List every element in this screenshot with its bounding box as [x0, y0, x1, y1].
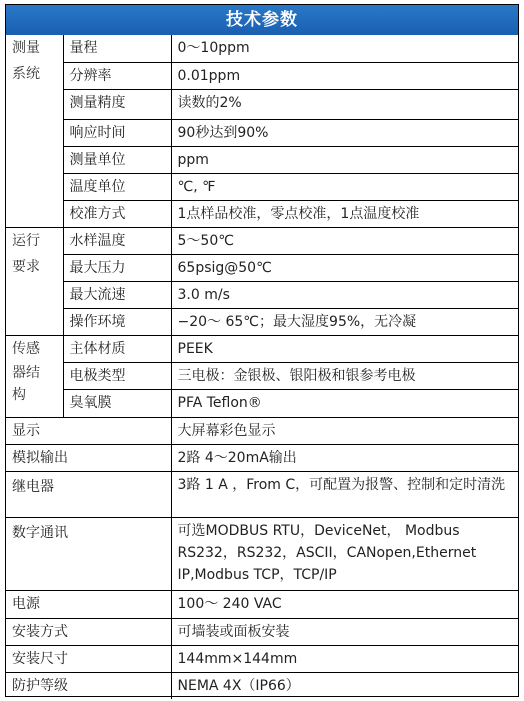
row-value: 可选MODBUS RTU，DeviceNet， Modbus RS232，RS232，ASCII，CANopen,Ethernet IP,Modbus TCP，TCP/IP [171, 517, 518, 590]
table-row [6, 200, 518, 227]
row-label: 操作环境 [63, 308, 171, 335]
spec-table-container [5, 4, 519, 697]
table-row [6, 62, 518, 89]
row-value: 3路 1 A ，From C，可配置为报警、控制和定时清洗 [171, 471, 518, 517]
row-label: 量程 [63, 35, 171, 62]
row-label: 继电器 [6, 471, 171, 517]
table-row [6, 173, 518, 200]
table-row [6, 444, 518, 471]
row-value: 100～ 240 VAC [171, 590, 518, 618]
row-label: 水样温度 [63, 227, 171, 254]
table-row [6, 35, 518, 62]
row-value: 读数的2% [171, 89, 518, 119]
group-label-line: 器结 [12, 364, 40, 381]
row-value: 2路 4～20mA输出 [171, 444, 518, 471]
group-label-line: 构 [12, 386, 26, 403]
table-row [6, 417, 518, 444]
table-row [6, 645, 518, 672]
group-label-line: 运行 [12, 232, 40, 249]
row-value: 65psig@50℃ [171, 254, 518, 281]
group-label-line: 传感 [12, 340, 40, 357]
row-label: 响应时间 [63, 119, 171, 146]
group-label-measure [6, 35, 63, 227]
table-row [6, 89, 518, 119]
row-label: 电极类型 [63, 362, 171, 389]
table-row [6, 471, 518, 517]
table-title: 技术参数 [6, 5, 518, 35]
row-value: 1点样品校准，零点校准，1点温度校准 [171, 200, 518, 227]
row-value: 5～50℃ [171, 227, 518, 254]
row-value: 三电极：金银极、银阳极和银参考电极 [171, 362, 518, 389]
table-row [6, 281, 518, 308]
table-row [6, 254, 518, 281]
row-value: 0～10ppm [171, 35, 518, 62]
table-row [6, 672, 518, 699]
group-label-line: 系统 [12, 66, 40, 82]
table-row [6, 389, 518, 417]
table-row [6, 517, 518, 590]
table-row [6, 146, 518, 173]
row-label: 主体材质 [63, 335, 171, 362]
row-value: 3.0 m/s [171, 281, 518, 308]
row-value: 90秒达到90% [171, 119, 518, 146]
table-row [6, 362, 518, 389]
row-label: 最大压力 [63, 254, 171, 281]
row-value: 可墙装或面板安装 [171, 618, 518, 645]
row-value: ppm [171, 146, 518, 173]
row-label: 防护等级 [6, 672, 171, 699]
group-label-line: 要求 [12, 258, 40, 275]
table-row [6, 618, 518, 645]
group-label-run [6, 227, 63, 335]
row-label: 臭氧膜 [63, 389, 171, 417]
row-label: 校准方式 [63, 200, 171, 227]
row-value: −20～ 65℃；最大湿度95%，无冷凝 [171, 308, 518, 335]
row-label: 最大流速 [63, 281, 171, 308]
row-label: 模拟输出 [6, 444, 171, 471]
row-label: 安装方式 [6, 618, 171, 645]
row-label: 安装尺寸 [6, 645, 171, 672]
group-label-line: 测量 [12, 40, 40, 56]
row-value: ℃, ℉ [171, 173, 518, 200]
table-row [6, 227, 518, 254]
table-row [6, 308, 518, 335]
table-row [6, 590, 518, 618]
row-label: 电源 [6, 590, 171, 618]
row-value: 144mm×144mm [171, 645, 518, 672]
table-row [6, 119, 518, 146]
row-label: 测量单位 [63, 146, 171, 173]
row-value: PEEK [171, 335, 518, 362]
row-value: 0.01ppm [171, 62, 518, 89]
row-value: PFA Teflon® [171, 389, 518, 417]
row-value: 大屏幕彩色显示 [171, 417, 518, 444]
row-label: 显示 [6, 417, 171, 444]
group-label-sensor [6, 335, 63, 417]
row-label: 温度单位 [63, 173, 171, 200]
table-row [6, 335, 518, 362]
row-label: 分辨率 [63, 62, 171, 89]
row-label: 数字通讯 [6, 517, 171, 590]
row-label: 测量精度 [63, 89, 171, 119]
row-value: NEMA 4X（IP66） [171, 672, 518, 699]
spec-table [6, 35, 518, 699]
